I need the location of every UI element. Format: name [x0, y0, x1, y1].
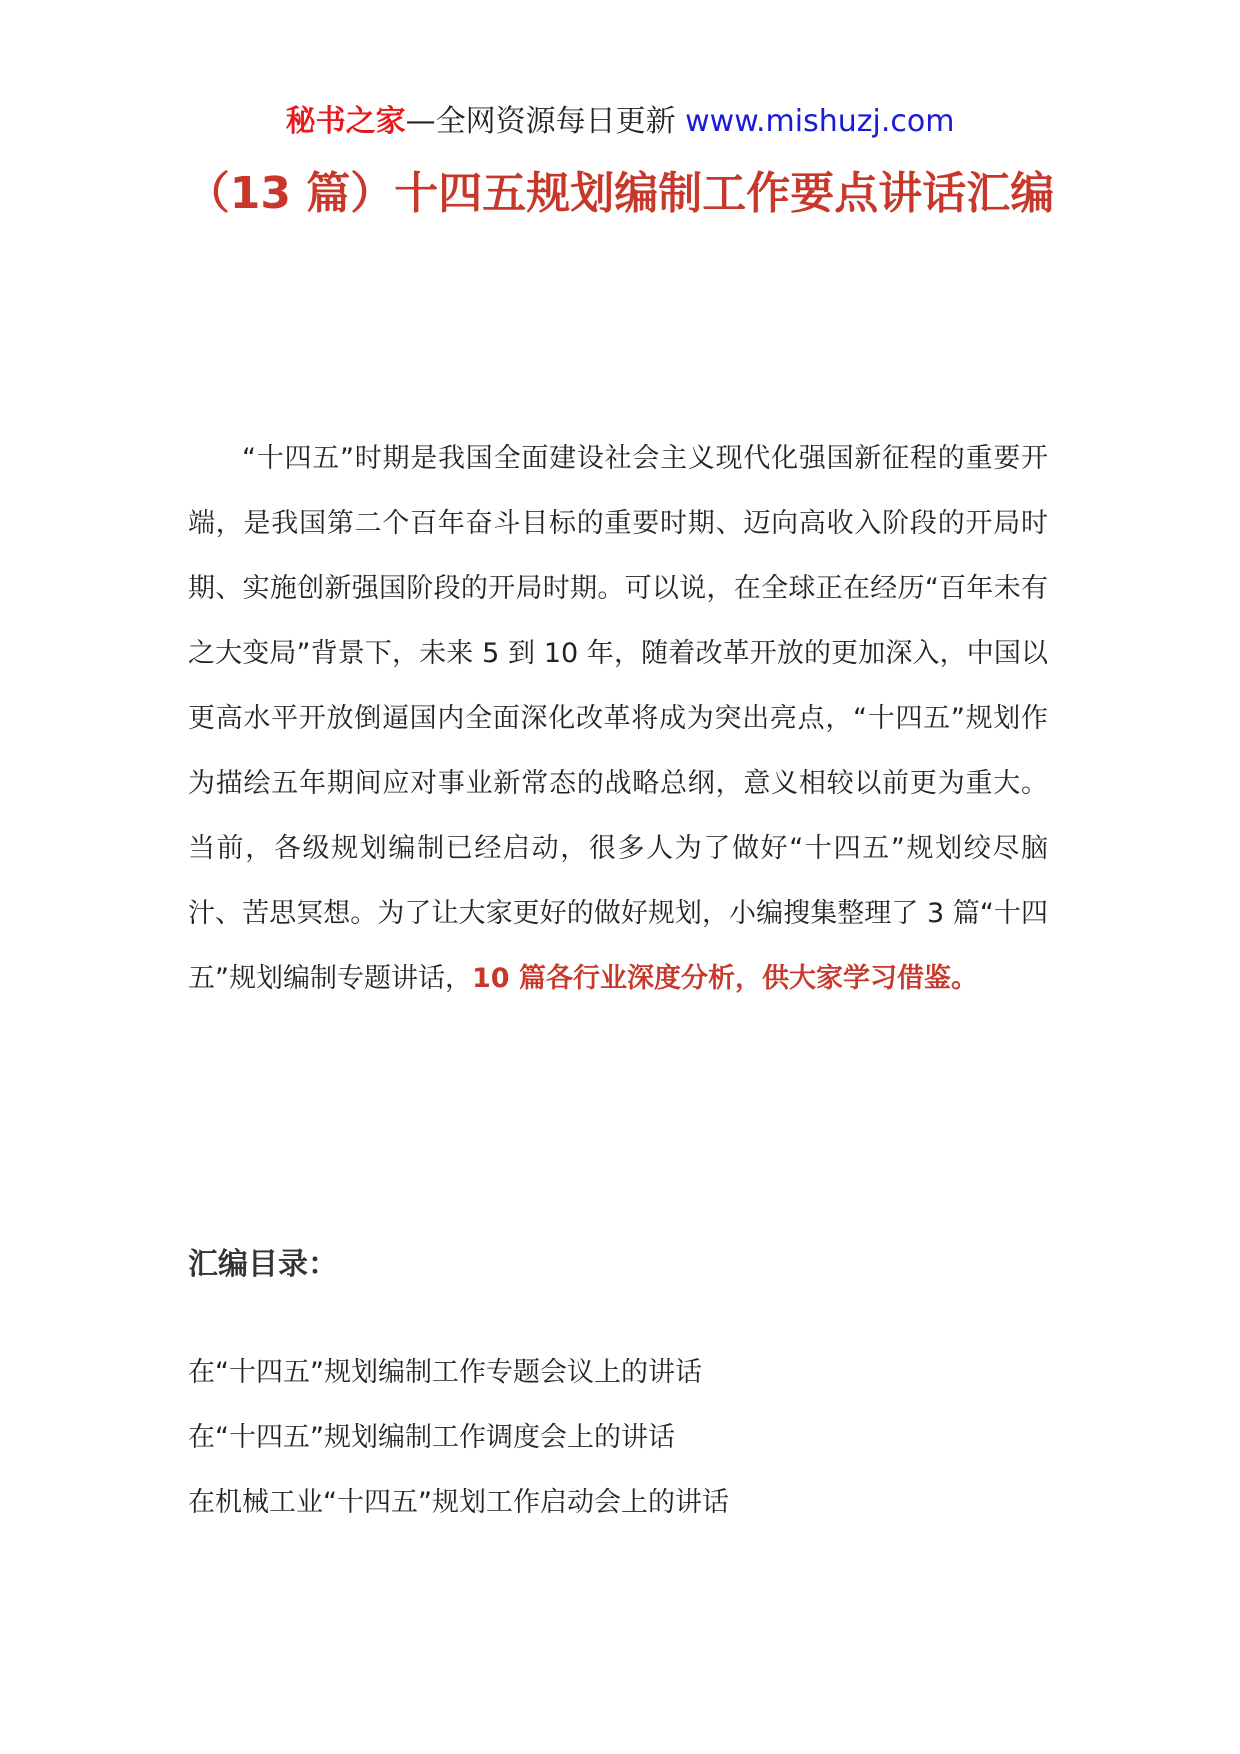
site-url-link[interactable]: www.mishuzj.com — [685, 104, 955, 139]
site-tagline: —全网资源每日更新 — [405, 104, 686, 139]
toc-item[interactable]: 在机械工业“十四五”规划工作启动会上的讲话 — [188, 1487, 729, 1518]
site-name: 秘书之家 — [285, 104, 406, 139]
toc-heading: 汇编目录： — [188, 1247, 338, 1282]
document-title: （13 篇）十四五规划编制工作要点讲话汇编 — [185, 168, 1055, 219]
site-header — [0, 100, 1240, 144]
toc-item[interactable]: 在“十四五”规划编制工作专题会议上的讲话 — [188, 1357, 702, 1388]
toc-item[interactable]: 在“十四五”规划编制工作调度会上的讲话 — [188, 1422, 675, 1453]
toc-list — [188, 1340, 1048, 1535]
intro-highlight: 10 篇各行业深度分析，供大家学习借鉴。 — [472, 963, 978, 994]
intro-text: “十四五”时期是我国全面建设社会主义现代化强国新征程的重要开端，是我国第二个百年奋斗目标的重要时期、迈向高收入阶段的开局时期、实施创新强国阶段的开局时期。可以说，在全球正在经历“百年未有之大变局”背景下，未来 5 到 10 年，随着改革开放的更加深入，中国以更高水平开放倒逼国内全面深化改革将成为突出亮点，“十四五”规划作为描绘五年期间应对事业新常态的战略总纲，意义相较以前更为重大。当前，各级规划编制已经启动，很多人为了做好“十四五”规划绞尽脑汁、苦思冥想。为了让大家更好的做好规划，小编搜集整理了 3 篇“十四五”规划编制专题讲话， — [188, 443, 1048, 994]
intro-paragraph — [188, 426, 1048, 1011]
